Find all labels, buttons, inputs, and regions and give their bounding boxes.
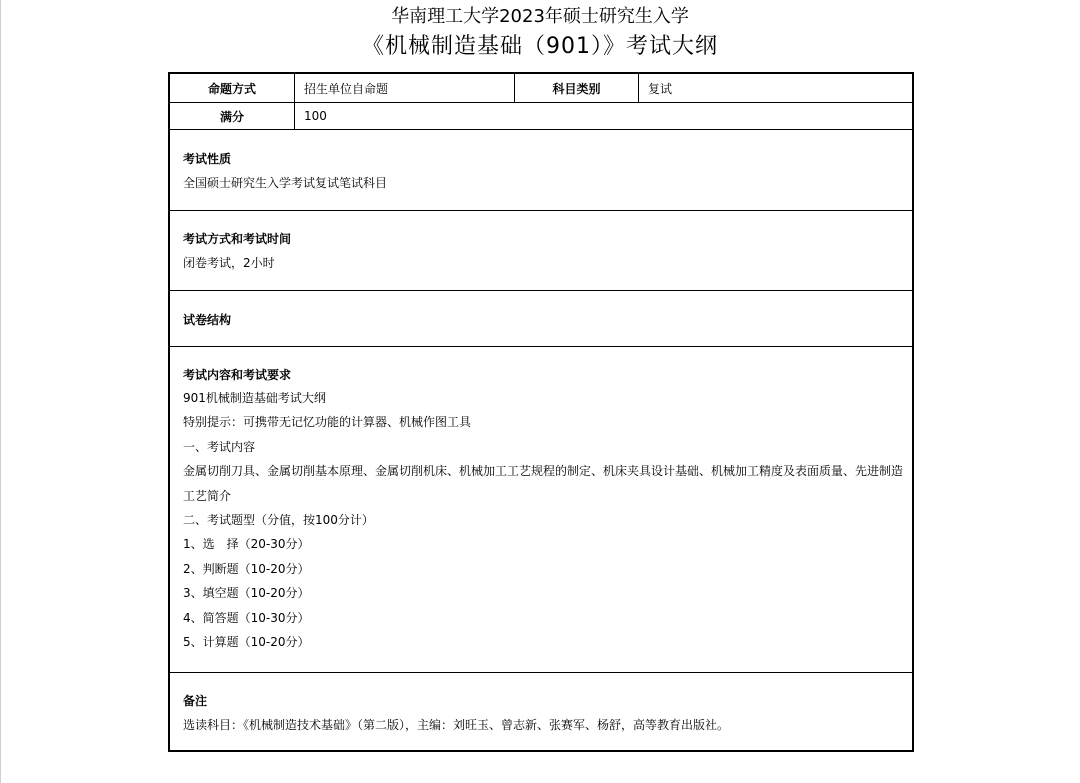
page-left-border bbox=[0, 0, 1, 783]
label-subject-category: 科目类别 bbox=[515, 74, 639, 102]
section-paper-structure bbox=[170, 291, 912, 347]
section-exam-nature bbox=[170, 130, 912, 211]
exam-outline-table bbox=[168, 72, 914, 752]
section-text: 闭卷考试，2小时 bbox=[183, 256, 275, 270]
label-full-score: 满分 bbox=[170, 103, 295, 129]
info-row-1 bbox=[170, 74, 912, 103]
document-title-line2: 《机械制造基础（901）》考试大纲 bbox=[362, 34, 718, 59]
content-line: 一、考试内容 bbox=[183, 439, 256, 454]
section-heading: 考试方式和考试时间 bbox=[183, 232, 292, 246]
content-lines bbox=[183, 386, 912, 654]
label-proposition-method: 命题方式 bbox=[170, 74, 295, 102]
content-line: 二、考试题型（分值，按100分计） bbox=[183, 513, 374, 528]
content-line: 3、填空题（10-20分） bbox=[183, 586, 310, 601]
info-row-2 bbox=[170, 103, 912, 130]
value-proposition-method: 招生单位自命题 bbox=[295, 74, 515, 102]
content-line: 4、简答题（10-30分） bbox=[183, 610, 310, 625]
content-line: 5、计算题（10-20分） bbox=[183, 635, 310, 650]
section-heading: 试卷结构 bbox=[183, 313, 232, 327]
section-heading: 考试内容和考试要求 bbox=[183, 368, 292, 382]
section-text: 全国硕士研究生入学考试复试笔试科目 bbox=[183, 176, 388, 190]
document-title-line1: 华南理工大学2023年硕士研究生入学 bbox=[391, 6, 689, 27]
content-line: 金属切削刀具、金属切削基本原理、金属切削机床、机械加工工艺规程的制定、机床夹具设计基础、机械加工精度及表面质量、先进制造工艺简介 bbox=[183, 464, 904, 503]
section-heading: 备注 bbox=[183, 694, 208, 708]
content-line: 2、判断题（10-20分） bbox=[183, 561, 310, 576]
section-remarks bbox=[170, 673, 912, 750]
section-text: 选读科目：《机械制造技术基础》（第二版），主编：刘旺玉、曾志新、张赛军、杨舒，高等教育出版社。 bbox=[183, 718, 730, 732]
content-line: 1、选 择（20-30分） bbox=[183, 537, 310, 552]
section-heading: 考试性质 bbox=[183, 152, 232, 166]
section-content-requirements bbox=[170, 347, 912, 673]
content-line: 特别提示：可携带无记忆功能的计算器、机械作图工具 bbox=[183, 415, 472, 430]
content-line: 901机械制造基础考试大纲 bbox=[183, 391, 326, 405]
section-exam-format bbox=[170, 211, 912, 291]
value-subject-category: 复试 bbox=[648, 81, 673, 96]
value-full-score: 100 bbox=[304, 109, 327, 123]
